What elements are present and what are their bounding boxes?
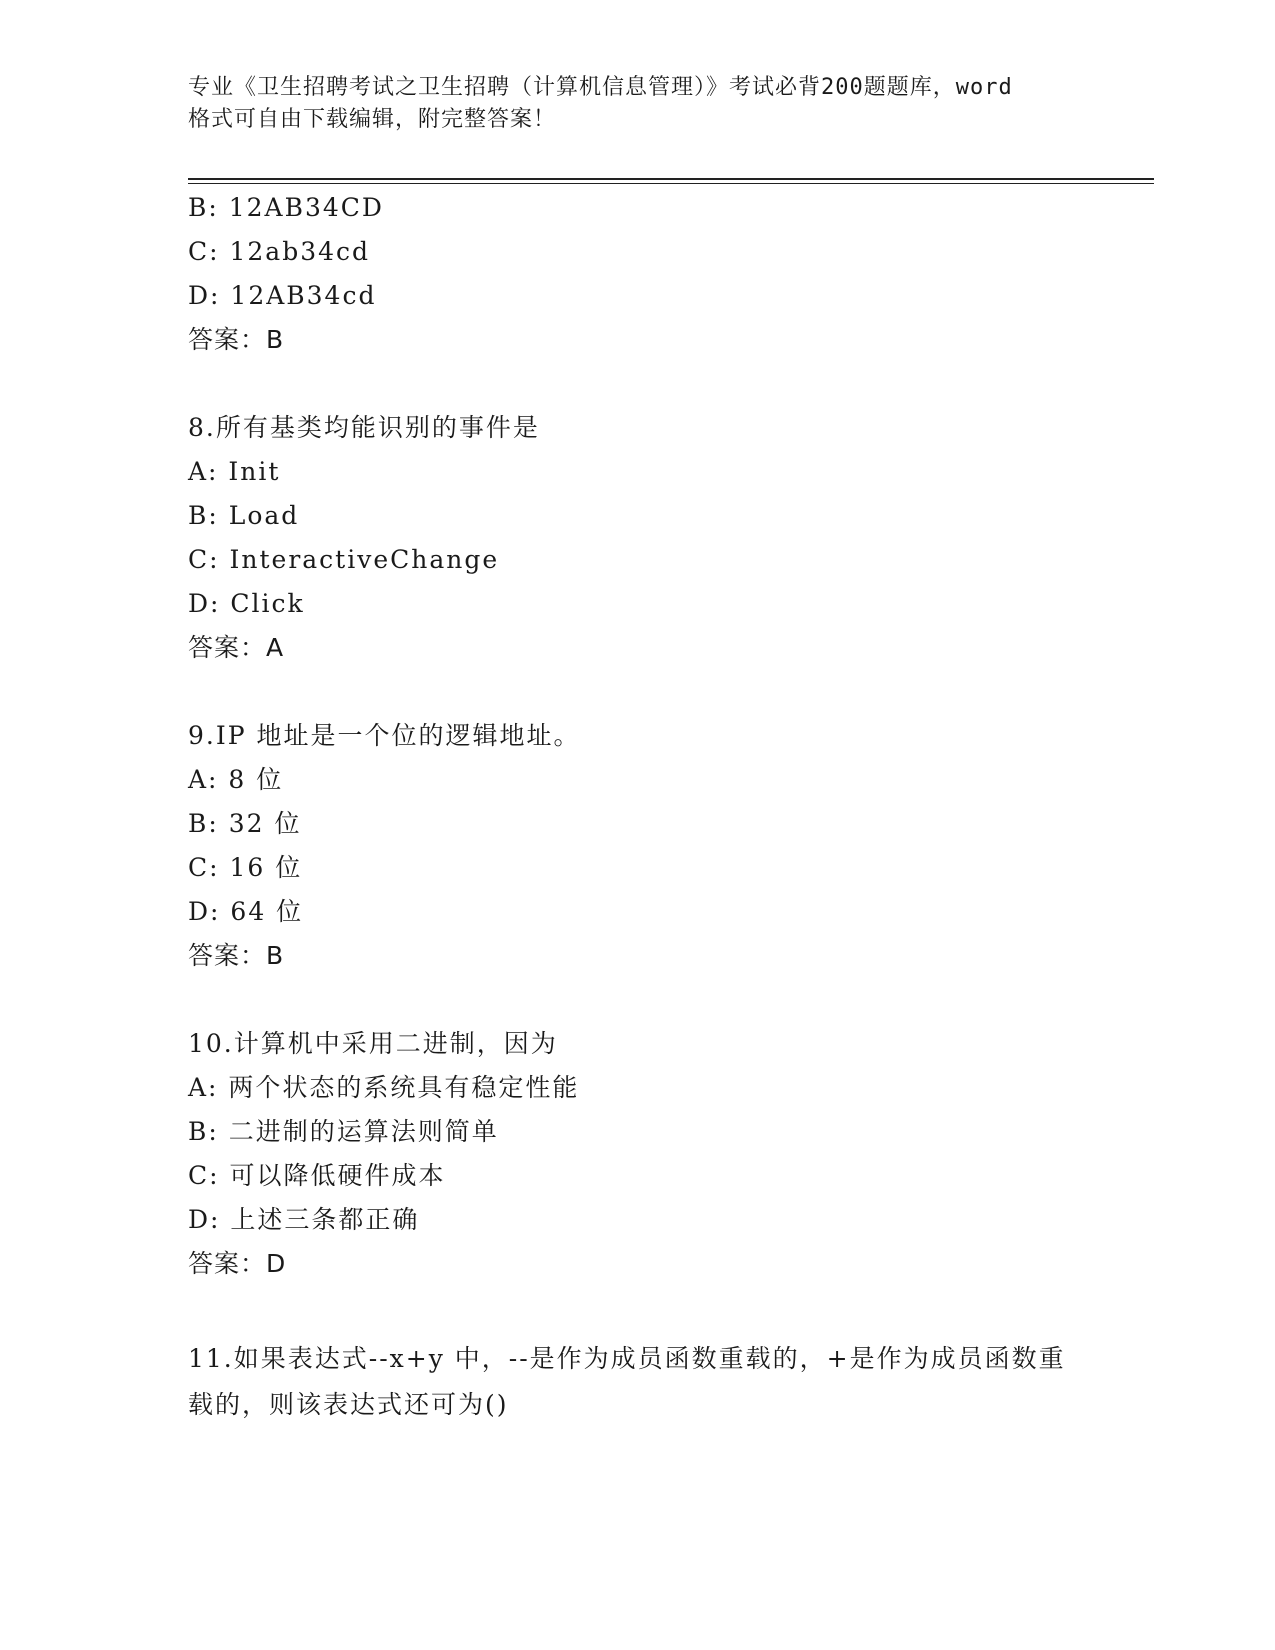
header-divider-thick xyxy=(188,178,1154,180)
q9-option-d: D: 64 位 xyxy=(188,897,304,926)
q9-option-a: A: 8 位 xyxy=(188,765,284,794)
q10-question: 10.计算机中采用二进制，因为 xyxy=(188,1029,558,1058)
header-divider-thin xyxy=(188,183,1154,184)
q9-option-b: B: 32 位 xyxy=(188,809,302,838)
q8-option-b: B: Load xyxy=(188,501,300,530)
q9-option-c: C: 16 位 xyxy=(188,853,303,882)
document-header xyxy=(188,72,1088,136)
q8-option-a: A: Init xyxy=(188,457,281,486)
q10-option-b: B: 二进制的运算法则简单 xyxy=(188,1117,499,1146)
q8-option-c: C: InteractiveChange xyxy=(188,545,500,574)
q7-option-d: D: 12AB34cd xyxy=(188,281,377,310)
q9-answer: 答案：B xyxy=(188,941,285,970)
q10-option-d: D: 上述三条都正确 xyxy=(188,1205,420,1234)
q7-option-c: C: 12ab34cd xyxy=(188,237,371,266)
q7-option-b: B: 12AB34CD xyxy=(188,193,384,222)
q7-answer: 答案：B xyxy=(188,325,285,354)
q10-option-a: A: 两个状态的系统具有稳定性能 xyxy=(188,1073,580,1102)
q8-question: 8.所有基类均能识别的事件是 xyxy=(188,413,540,442)
header-line-1: 专业《卫生招聘考试之卫生招聘（计算机信息管理）》考试必背200题题库，word xyxy=(188,75,1013,100)
q10-option-c: C: 可以降低硬件成本 xyxy=(188,1161,446,1190)
q8-option-d: D: Click xyxy=(188,589,305,618)
q11-question: 11.如果表达式--x+y 中，--是作为成员函数重载的，+是作为成员函数重载的，则该表达式还可为() xyxy=(188,1344,1066,1419)
q9-question: 9.IP 地址是一个位的逻辑地址。 xyxy=(188,721,581,750)
header-line-2: 格式可自由下载编辑，附完整答案！ xyxy=(188,107,557,132)
q8-answer: 答案：A xyxy=(188,633,285,662)
q10-answer: 答案：D xyxy=(188,1249,287,1278)
